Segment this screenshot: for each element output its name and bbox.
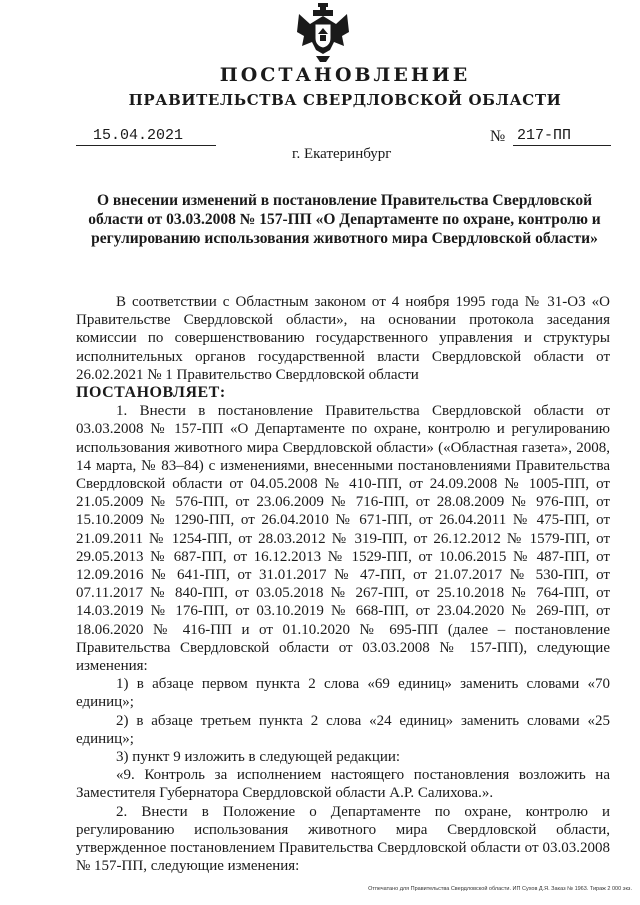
preamble-paragraph: В соответствии с Областным законом от 4 ноября 1995 года № 31-ОЗ «О Правительстве Свердловской области», на основании протокола заседания комиссии по совершенствованию государственного управления и структуры исполнительных органов государственной власти Свердловской области от 26.02.2021 № 1 Правительство Свердловской области bbox=[76, 294, 610, 383]
document-title: ПОСТАНОВЛЕНИЕ bbox=[219, 64, 471, 86]
subclause-2: 2) в абзаце третьем пункта 2 слова «24 единиц» заменить словами «25 единиц»; bbox=[76, 712, 610, 747]
print-footer: Отпечатано для Правительства Свердловской области. ИП Сухов Д.Я. Заказ № 1963. Тираж 2 000 экз. bbox=[368, 886, 632, 892]
city: г. Екатеринбург bbox=[292, 146, 392, 162]
decree-word: ПОСТАНОВЛЯЕТ: bbox=[76, 384, 226, 402]
subclause-1: 1) в абзаце первом пункта 2 слова «69 единиц» заменить словами «70 единиц»; bbox=[76, 676, 610, 711]
document-heading: О внесении изменений в постановление Правительства Свердловской области от 03.03.2008 № 157-ПП «О Департаменте по охране, контролю и регулированию использования животного мира Свердловской области» bbox=[88, 192, 601, 247]
document-date: 15.04.2021 bbox=[76, 127, 216, 146]
clause-1: 1. Внести в постановление Правительства Свердловской области от 03.03.2008 № 157-ПП «О Департаменте по охране, контролю и регулированию использования животного мира Свердловской области» («Областная газета», 2008, 14 марта, № 83–84) с изменениями, внесенными постановлениями Правительства Свердловской области от 04.05.2008 № 410-ПП, от 24.09.2008 № 1005-ПП, от 21.05.2009 № 576-ПП, от 23.06.2009 № 716-ПП, от 28.08.2009 № 976-ПП, от 15.10.2009 № 1290-ПП, от 26.04.2010 № 671-ПП, от 26.04.2011 № 475-ПП, от 21.09.2011 № 1254-ПП, от 28.03.2012 № 319-ПП, от 26.12.2012 № 1579-ПП, от 29.05.2013 № 687-ПП, от 16.12.2013 № 1529-ПП, от 10.06.2015 № 487-ПП, от 12.09.2016 № 641-ПП, от 31.01.2017 № 47-ПП, от 21.07.2017 № 530-ПП, от 07.11.2017 № 840-ПП, от 03.05.2018 № 267-ПП, от 25.10.2018 № 764-ПП, от 14.03.2019 № 176-ПП, от 03.10.2019 № 668-ПП, от 23.04.2020 № 269-ПП, от 18.06.2020 № 416-ПП и от 01.10.2020 № 695-ПП (далее – постановление Правительства Свердловской области от 03.03.2008 № 157-ПП), следующие изменения: bbox=[76, 403, 610, 675]
subclause-3: 3) пункт 9 изложить в следующей редакции: bbox=[116, 749, 401, 766]
document-number: 217-ПП bbox=[513, 127, 611, 146]
clause-2: 2. Внести в Положение о Департаменте по охране, контролю и регулированию использования животного мира Свердловской области, утвержденное постановлением Правительства Свердловской области от 03.03.2008 № 157-ПП, следующие изменения: bbox=[76, 803, 610, 875]
subclause-3-text: «9. Контроль за исполнением настоящего постановления возложить на Заместителя Губернатора Свердловской области А.Р. Салихова.». bbox=[76, 767, 610, 802]
document-subtitle: ПРАВИТЕЛЬСТВА СВЕРДЛОВСКОЙ ОБЛАСТИ bbox=[128, 91, 562, 109]
number-label: № bbox=[490, 128, 506, 145]
document-body bbox=[76, 293, 610, 876]
coat-of-arms-icon bbox=[296, 2, 350, 66]
